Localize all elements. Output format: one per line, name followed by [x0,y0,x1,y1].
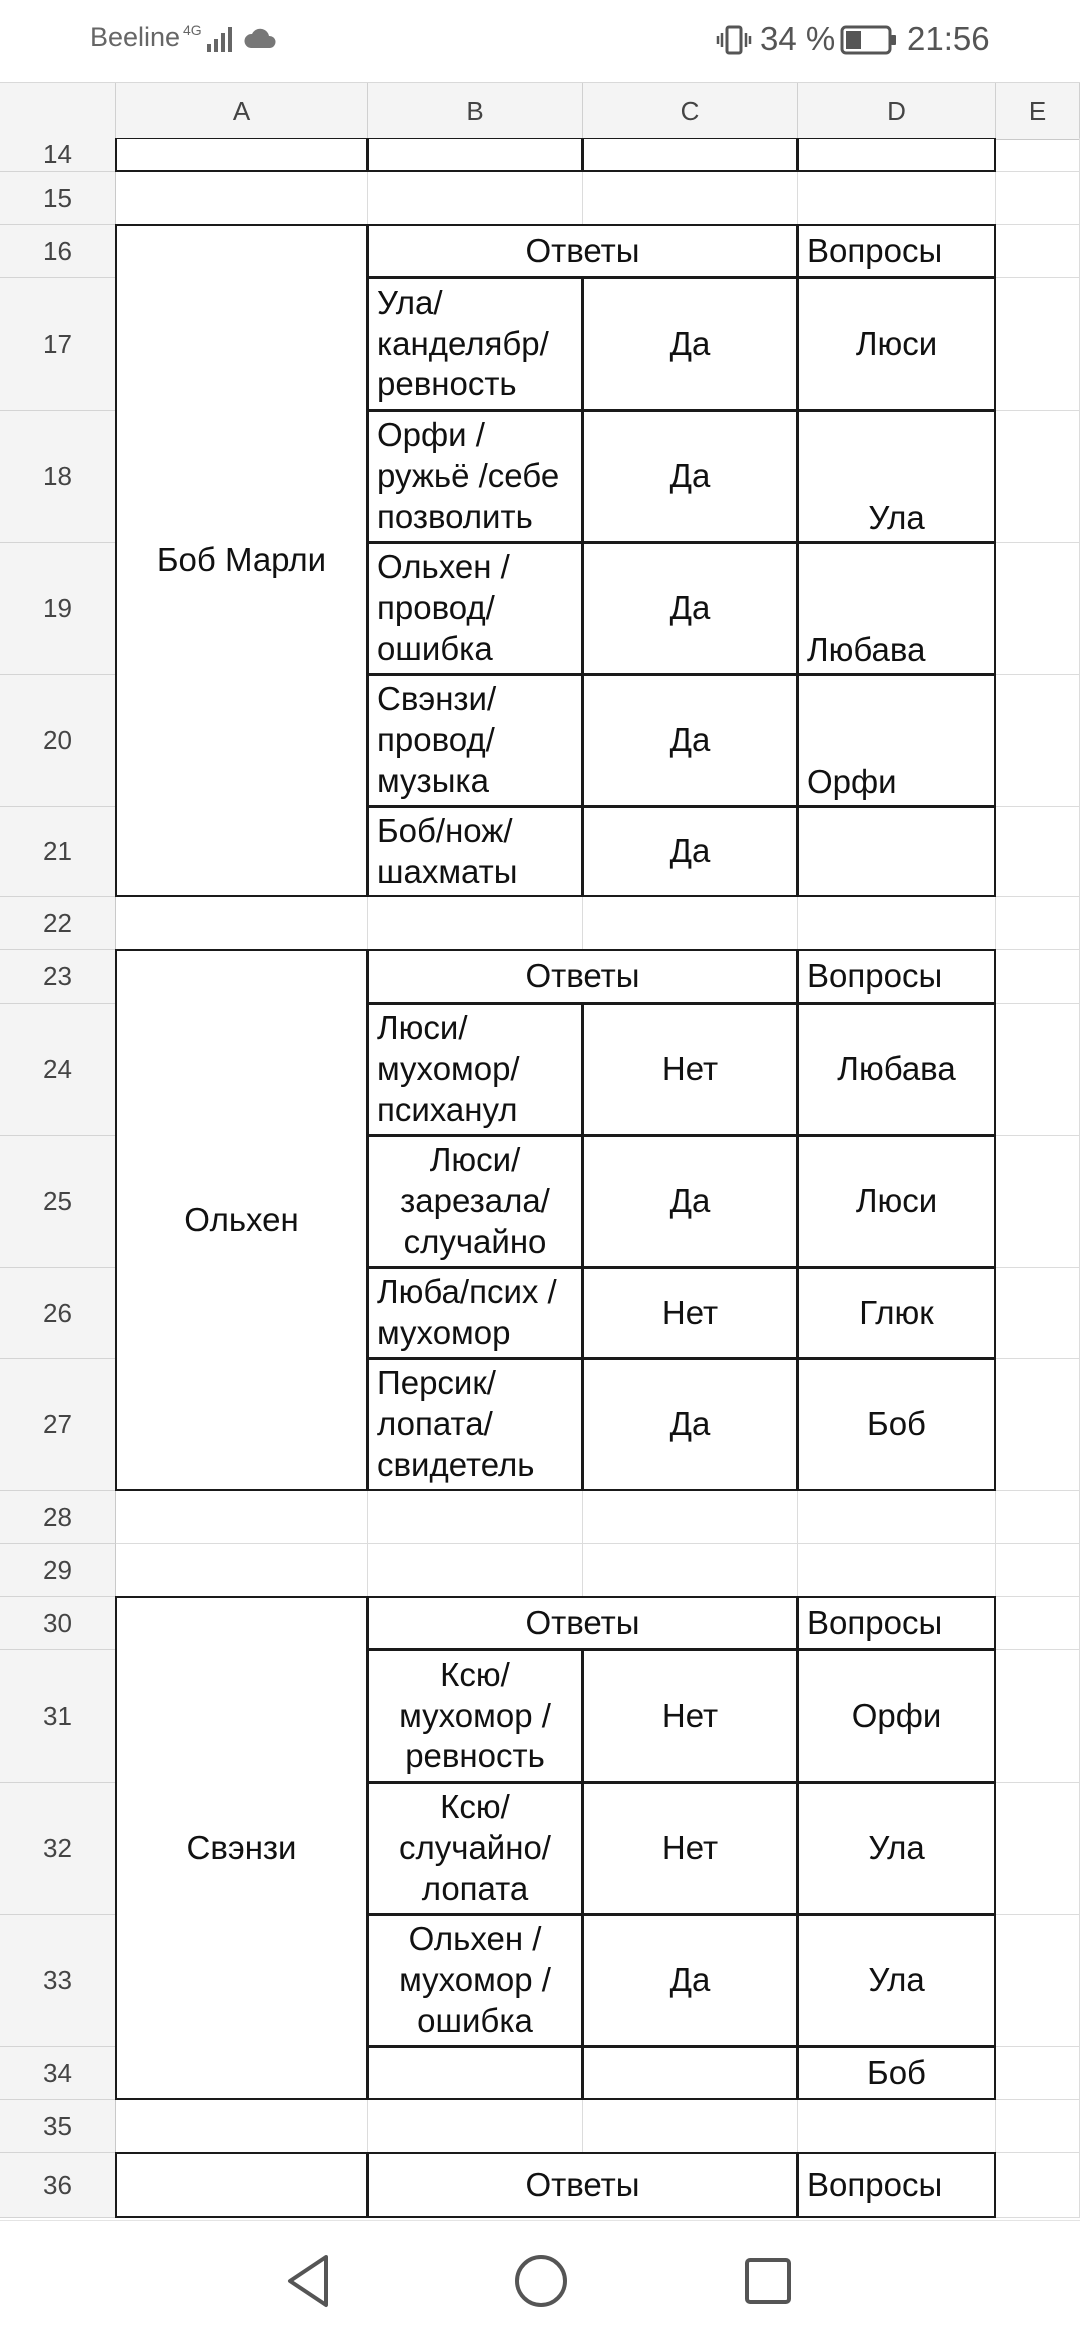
recents-icon [738,2251,798,2311]
question-cell[interactable] [797,1135,996,1268]
select-all-corner[interactable] [0,83,116,139]
row-header-24[interactable]: 24 [0,1004,116,1136]
clock: 21:56 [907,20,990,57]
answer-line: мухомор / [399,1696,551,1734]
question-value: Любава [807,631,926,669]
answer-line: Ольхен / [377,548,510,586]
result-cell[interactable] [582,542,798,675]
result-value: Нет [661,1293,719,1331]
answers-header-label: Ответы [525,957,640,995]
questions-header[interactable] [797,1596,996,1650]
question-value: Глюк [859,1293,934,1331]
signal-icon [205,24,235,59]
column-header-c[interactable]: C [583,83,798,139]
result-cell[interactable] [582,1003,798,1136]
result-value: Нет [661,1696,719,1734]
answers-header[interactable] [367,1596,798,1650]
cell-c14[interactable] [582,138,798,172]
result-cell[interactable] [582,410,798,543]
result-value: Да [669,1182,711,1220]
answer-line: провод/ [377,589,495,627]
answer-line: психанул [377,1090,518,1128]
column-header-b[interactable]: B [368,83,583,139]
answers-header-label: Ответы [525,2165,640,2203]
question-value: Люси [855,1182,938,1220]
row-header-14[interactable]: 14 [0,138,116,172]
question-value: Ула [868,1961,925,1999]
answer-cell[interactable] [367,1358,583,1491]
answer-line: ошибка [377,629,493,667]
answer-line: Ольхен / [408,1920,542,1958]
answer-line: Ксю/ [440,1788,510,1826]
answer-cell[interactable] [367,277,583,411]
answer-line: случайно/ [399,1829,551,1867]
result-cell[interactable] [582,806,798,897]
carrier-name: Beeline [90,22,181,52]
row-header-35[interactable]: 35 [0,2100,116,2153]
question-cell[interactable] [797,1003,996,1136]
answer-line: позволить [377,497,533,535]
question-value: Боб [867,1405,926,1443]
row-header-26[interactable]: 26 [0,1268,116,1359]
question-value: Люси [855,324,938,362]
question-cell[interactable] [797,542,996,675]
question-cell[interactable] [797,806,996,897]
answer-cell[interactable] [367,1003,583,1136]
answer-cell[interactable] [367,806,583,897]
answers-header[interactable] [367,224,798,278]
questions-header[interactable] [797,949,996,1004]
question-cell[interactable] [797,1914,996,2047]
row-header-19[interactable]: 19 [0,543,116,675]
answer-line: Персик/ [377,1364,496,1402]
answer-line: мухомор / [399,1961,551,1999]
back-icon [278,2251,338,2311]
answer-line: зарезала/ [400,1182,550,1220]
answer-line: Люба/псих / [377,1273,557,1311]
answer-cell[interactable] [367,410,583,543]
question-value: Орфи [851,1696,942,1734]
row-header-18[interactable]: 18 [0,411,116,543]
result-value: Да [669,721,711,759]
block-name-cell[interactable] [115,2152,368,2218]
question-value: Любава [837,1050,956,1088]
answer-line: ружьё /себе [377,457,560,495]
answer-line: Свэнзи/ [377,680,497,718]
row-header-17[interactable]: 17 [0,278,116,411]
row-header-23[interactable]: 23 [0,950,116,1004]
status-bar [0,0,1080,80]
block-name-cell[interactable] [115,949,368,1491]
result-value: Да [669,589,711,627]
answer-line: шахматы [377,852,518,890]
row-header-27[interactable]: 27 [0,1359,116,1491]
block-name-cell[interactable] [115,1596,368,2100]
question-cell[interactable] [797,1649,996,1783]
block-name: Ольхен [184,1200,299,1238]
question-value: Ула [868,499,925,537]
result-cell[interactable] [582,2046,798,2100]
gridline [116,1543,1080,1544]
row-header-15[interactable]: 15 [0,172,116,225]
answer-line: музыка [377,761,489,799]
row-header-31[interactable]: 31 [0,1650,116,1783]
block-name: Свэнзи [186,1828,297,1866]
question-cell[interactable] [797,674,996,807]
column-header-a[interactable]: A [116,83,368,139]
row-header-28[interactable]: 28 [0,1491,116,1544]
questions-header[interactable] [797,2152,996,2218]
answers-header[interactable] [367,2152,798,2218]
answer-cell[interactable] [367,1135,583,1268]
result-value: Да [669,324,711,362]
answer-cell[interactable] [367,1649,583,1783]
result-cell[interactable] [582,1649,798,1783]
questions-header[interactable] [797,224,996,278]
answer-line: Ксю/ [440,1655,510,1693]
answer-line: канделябр/ [377,324,549,362]
answer-line: Орфи / [377,416,485,454]
result-value: Да [669,1405,711,1443]
battery-percent: 34 % [760,20,836,57]
answers-header[interactable] [367,949,798,1004]
home-button[interactable] [511,2251,571,2311]
result-value: Нет [661,1829,719,1867]
answer-cell[interactable] [367,1782,583,1915]
answer-cell[interactable] [367,542,583,675]
spreadsheet-grid[interactable] [0,138,1080,2218]
answer-line: ошибка [417,2001,533,2039]
row-header-36[interactable]: 36 [0,2153,116,2218]
row-header-16[interactable]: 16 [0,225,116,278]
battery-icon [840,24,898,61]
question-cell[interactable] [797,2046,996,2100]
cell-b14[interactable] [367,138,583,172]
answer-line: Люси/ [377,1009,468,1047]
answer-line: Люси/ [429,1141,521,1179]
block-name-cell[interactable] [115,224,368,897]
result-cell[interactable] [582,674,798,807]
question-cell[interactable] [797,410,996,543]
answer-line: лопата/ [377,1405,493,1443]
result-cell[interactable] [582,277,798,411]
navigation-bar [0,2220,1080,2341]
answer-line: случайно [403,1222,547,1260]
row-header-29[interactable]: 29 [0,1544,116,1597]
answers-header-label: Ответы [525,231,640,269]
answer-line: свидетель [377,1445,535,1483]
answer-line: мухомор [377,1314,511,1351]
row-header-30[interactable]: 30 [0,1597,116,1650]
questions-header-label: Вопросы [807,1603,943,1641]
row-header-22[interactable]: 22 [0,897,116,950]
answer-line: ревность [405,1737,545,1775]
questions-header-label: Вопросы [807,2165,943,2203]
answer-cell[interactable] [367,1267,583,1359]
question-cell[interactable] [797,277,996,411]
result-cell[interactable] [582,1135,798,1268]
cell-d14[interactable] [797,138,996,172]
column-header-e[interactable]: E [996,83,1080,139]
row-header-21[interactable]: 21 [0,807,116,897]
answer-cell[interactable] [367,2046,583,2100]
answer-line: мухомор/ [377,1050,520,1088]
answers-header-label: Ответы [525,1603,640,1641]
row-header-32[interactable]: 32 [0,1783,116,1915]
home-icon [511,2251,571,2311]
block-name: Боб Марли [156,541,327,579]
back-button[interactable] [278,2251,338,2311]
question-value: Боб [867,2053,926,2091]
result-value: Да [669,457,711,495]
question-value: Ула [868,1829,925,1867]
question-cell[interactable] [797,1358,996,1491]
recents-button[interactable] [738,2251,798,2311]
answer-line: провод/ [377,721,495,759]
answer-line: Ула/ [377,283,443,321]
result-cell[interactable] [582,1782,798,1915]
result-value: Нет [661,1050,719,1088]
row-header-25[interactable]: 25 [0,1136,116,1268]
column-header-d[interactable]: D [798,83,996,139]
network-type: 4G [183,22,202,38]
result-cell[interactable] [582,1914,798,2047]
answer-cell[interactable] [367,1914,583,2047]
result-value: Да [669,1961,711,1999]
row-header-33[interactable]: 33 [0,1915,116,2047]
column-headers [0,82,1080,140]
question-value: Орфи [807,763,897,801]
questions-header-label: Вопросы [807,957,943,995]
row-header-34[interactable]: 34 [0,2047,116,2100]
result-cell[interactable] [582,1358,798,1491]
answer-line: ревность [377,365,517,403]
question-cell[interactable] [797,1267,996,1359]
answer-cell[interactable] [367,674,583,807]
answer-line: Боб/нож/ [377,811,513,849]
row-header-20[interactable]: 20 [0,675,116,807]
cell-a14[interactable] [115,138,368,172]
result-value: Да [669,832,711,870]
questions-header-label: Вопросы [807,231,943,269]
result-cell[interactable] [582,1267,798,1359]
question-cell[interactable] [797,1782,996,1915]
answer-line: лопата [421,1869,529,1907]
vibrate-icon [716,22,752,63]
cloud-icon [243,26,279,55]
